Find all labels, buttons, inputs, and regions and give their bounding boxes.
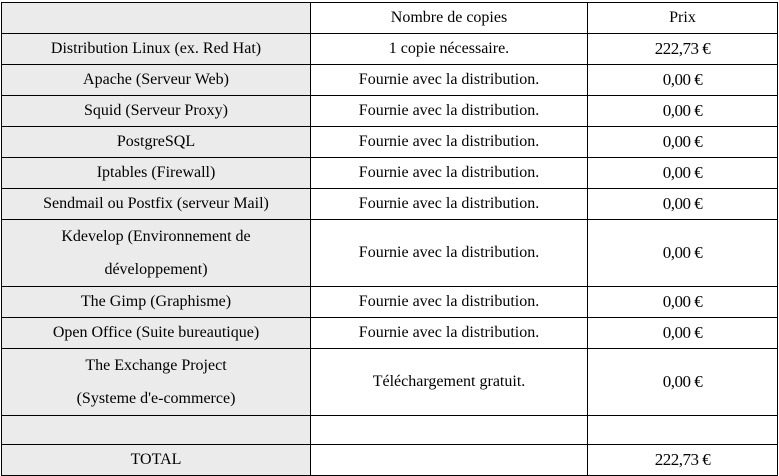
- row-price: 0,00 €: [588, 220, 778, 287]
- total-label: TOTAL: [2, 445, 311, 476]
- row-price: 222,73 €: [588, 34, 778, 65]
- row-copies: Fournie avec la distribution.: [311, 127, 588, 158]
- row-price: 0,00 €: [588, 189, 778, 220]
- header-blank-cell: [2, 3, 311, 34]
- row-label: Distribution Linux (ex. Red Hat): [2, 34, 311, 65]
- row-copies: Fournie avec la distribution.: [311, 189, 588, 220]
- table-row: [2, 96, 778, 127]
- row-label: PostgreSQL: [2, 127, 311, 158]
- row-price: 0,00 €: [588, 158, 778, 189]
- row-price: 0,00 €: [588, 65, 778, 96]
- software-cost-table: [1, 2, 778, 476]
- total-price: 222,73 €: [588, 445, 778, 476]
- table-row: [2, 34, 778, 65]
- row-label: The Gimp (Graphisme): [2, 287, 311, 318]
- table-body: [2, 3, 778, 476]
- table-row: [2, 189, 778, 220]
- row-label: Apache (Serveur Web): [2, 65, 311, 96]
- total-copies: [311, 445, 588, 476]
- row-price: 0,00 €: [588, 318, 778, 349]
- row-copies: Fournie avec la distribution.: [311, 318, 588, 349]
- total-row: [2, 445, 778, 476]
- row-label-line: Kdevelop (Environnement de: [61, 228, 251, 245]
- row-label: [2, 416, 311, 445]
- row-price: 0,00 €: [588, 96, 778, 127]
- row-price: 0,00 €: [588, 127, 778, 158]
- row-price: 0,00 €: [588, 287, 778, 318]
- row-copies: Fournie avec la distribution.: [311, 287, 588, 318]
- row-label: Open Office (Suite bureautique): [2, 318, 311, 349]
- row-copies: 1 copie nécessaire.: [311, 34, 588, 65]
- row-price: 0,00 €: [588, 349, 778, 416]
- empty-row: [2, 416, 778, 445]
- row-label: [2, 349, 311, 416]
- row-copies: Fournie avec la distribution.: [311, 158, 588, 189]
- table-row: [2, 287, 778, 318]
- table-row: [2, 318, 778, 349]
- table-row: [2, 65, 778, 96]
- row-label: [2, 220, 311, 287]
- row-copies: Téléchargement gratuit.: [311, 349, 588, 416]
- row-label-line: (Systeme d'e-commerce): [76, 390, 236, 407]
- row-copies: Fournie avec la distribution.: [311, 96, 588, 127]
- table-row: [2, 127, 778, 158]
- row-copies: Fournie avec la distribution.: [311, 220, 588, 287]
- row-label: Squid (Serveur Proxy): [2, 96, 311, 127]
- header-copies: Nombre de copies: [311, 3, 588, 34]
- row-copies: [311, 416, 588, 445]
- row-label: Sendmail ou Postfix (serveur Mail): [2, 189, 311, 220]
- header-price: Prix: [588, 3, 778, 34]
- row-label-line: développement): [104, 261, 208, 278]
- header-row: [2, 3, 778, 34]
- table-row: [2, 349, 778, 416]
- table-row: [2, 220, 778, 287]
- row-copies: Fournie avec la distribution.: [311, 65, 588, 96]
- row-label: Iptables (Firewall): [2, 158, 311, 189]
- row-label-line: The Exchange Project: [85, 357, 227, 374]
- row-price: [588, 416, 778, 445]
- table-row: [2, 158, 778, 189]
